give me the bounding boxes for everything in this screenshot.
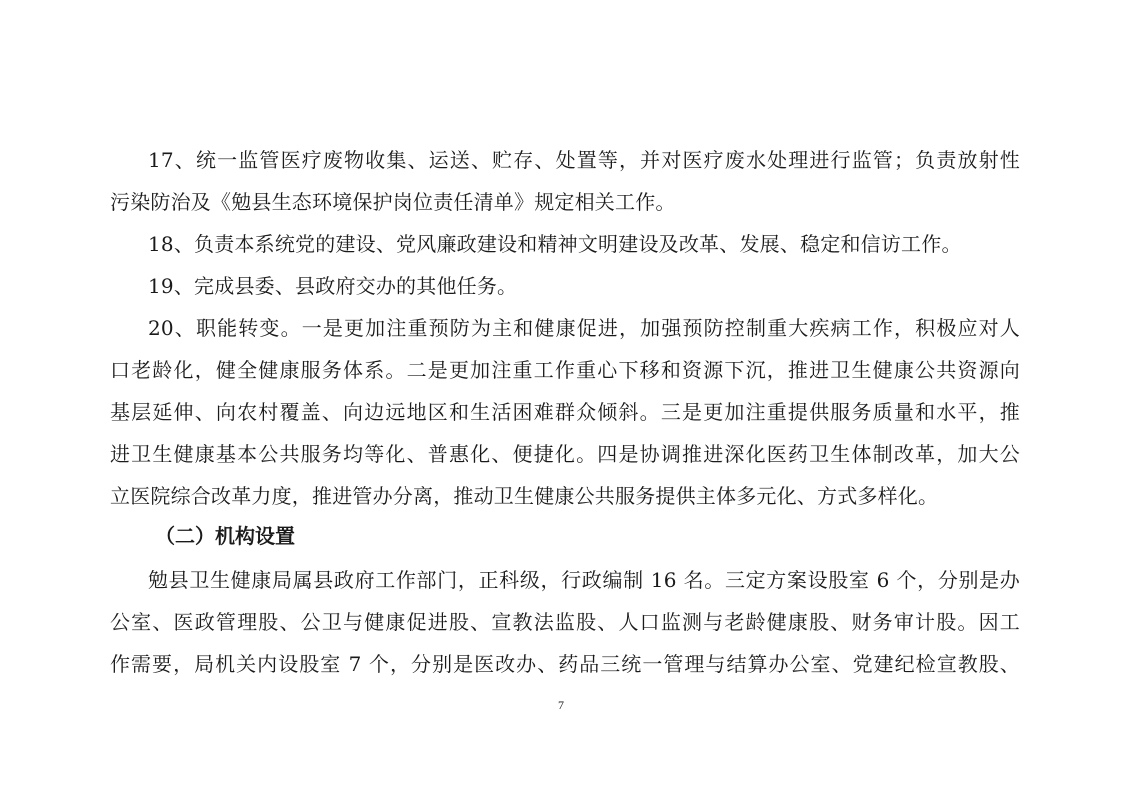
- paragraph-18: 18、负责本系统党的建设、党风廉政建设和精神文明建设及改革、发展、稳定和信访工作。: [148, 232, 962, 256]
- paragraph-org-line-3: 作需要，局机关内设股室 7 个，分别是医改办、药品三统一管理与结算办公室、党建纪检宣教股、: [110, 652, 1020, 676]
- paragraph-20-line-2: 口老龄化，健全健康服务体系。二是更加注重工作重心下移和资源下沉，推进卫生健康公共资源向: [110, 358, 1020, 382]
- paragraph-org-line-2: 公室、医政管理股、公卫与健康促进股、宣教法监股、人口监测与老龄健康股、财务审计股。因工: [110, 610, 1020, 634]
- section-heading: （二）机构设置: [155, 524, 295, 548]
- page-number: 7: [558, 698, 564, 712]
- paragraph-20-line-5: 立医院综合改革力度，推进管办分离，推动卫生健康公共服务提供主体多元化、方式多样化。: [110, 484, 939, 508]
- paragraph-20-line-3: 基层延伸、向农村覆盖、向边远地区和生活困难群众倾斜。三是更加注重提供服务质量和水平，推: [110, 400, 1020, 424]
- paragraph-17-line-2: 污染防治及《勉县生态环境保护岗位责任清单》规定相关工作。: [110, 190, 676, 214]
- paragraph-17-line-1: 17、统一监管医疗废物收集、运送、贮存、处置等，并对医疗废水处理进行监管；负责放射性: [148, 148, 1020, 172]
- paragraph-19: 19、完成县委、县政府交办的其他任务。: [148, 274, 518, 298]
- paragraph-20-line-4: 进卫生健康基本公共服务均等化、普惠化、便捷化。四是协调推进深化医药卫生体制改革，加大公: [110, 442, 1020, 466]
- paragraph-20-line-1: 20、职能转变。一是更加注重预防为主和健康促进，加强预防控制重大疾病工作，积极应对人: [148, 316, 1020, 340]
- paragraph-org-line-1: 勉县卫生健康局属县政府工作部门，正科级，行政编制 16 名。三定方案设股室 6 个，分别是办: [148, 568, 1020, 592]
